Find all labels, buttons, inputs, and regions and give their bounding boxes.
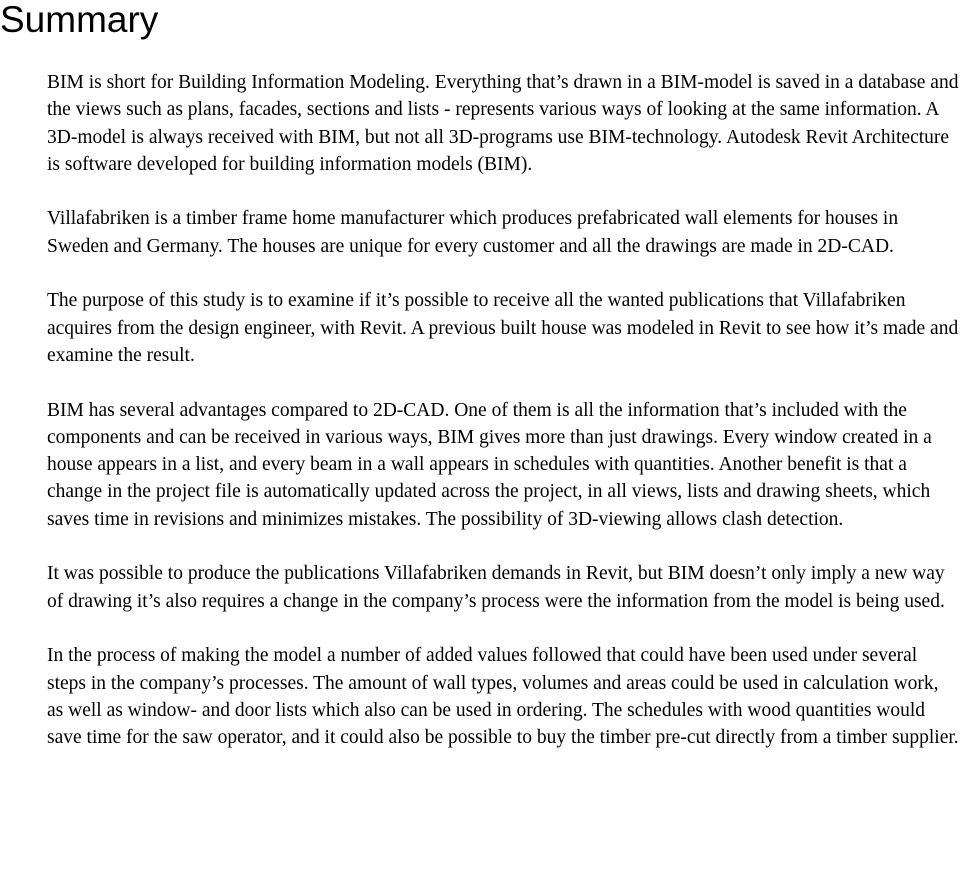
paragraph-study-purpose: The purpose of this study is to examine if it’s possible to receive all the wanted publications that Villafabriken acquires from the design engineer, with Revit. A previous built house was modeled in Revit to see how it’s made and examine the result. — [47, 290, 959, 366]
page-title: Summary — [0, 0, 159, 40]
paragraph-added-values: In the process of making the model a number of added values followed that could have been used under several steps in the company’s processes. The amount of wall types, volumes and areas could be used in calculation work, as well as window- and door lists which also can be used in ordering. The schedules with wood quantities would save time for the saw operator, and it could also be possible to buy the timber pre-cut directly from a timber supplier. — [47, 645, 959, 749]
paragraph-villafabriken: Villafabriken is a timber frame home manufacturer which produces prefabricated wall elements for houses in Sweden and Germany. The houses are unique for every customer and all the drawings are made in 2D-CAD. — [47, 208, 899, 257]
summary-body — [47, 69, 959, 751]
paragraph-bim-advantages: BIM has several advantages compared to 2D-CAD. One of them is all the information that’s included with the components and can be received in various ways, BIM gives more than just drawings. Every window created in a house appears in a list, and every beam in a wall appears in schedules with quantities. Another benefit is that a change in the project file is automatically updated across the project, in all views, lists and drawing sheets, which saves time in revisions and minimizes mistakes. The possibility of 3D-viewing allows clash detection. — [47, 399, 932, 530]
paragraph-publications-result: It was possible to produce the publications Villafabriken demands in Revit, but BIM doesn’t only imply a new way of drawing it’s also requires a change in the company’s process were the information from the model is being used. — [47, 563, 945, 612]
paragraph-bim-definition: BIM is short for Building Information Modeling. Everything that’s drawn in a BIM-model is saved in a database and the views such as plans, facades, sections and lists - represents various ways of looking at the same information. A 3D-model is always received with BIM, but not all 3D-programs use BIM-technology. Autodesk Revit Architecture is software developed for building information models (BIM). — [47, 72, 959, 175]
